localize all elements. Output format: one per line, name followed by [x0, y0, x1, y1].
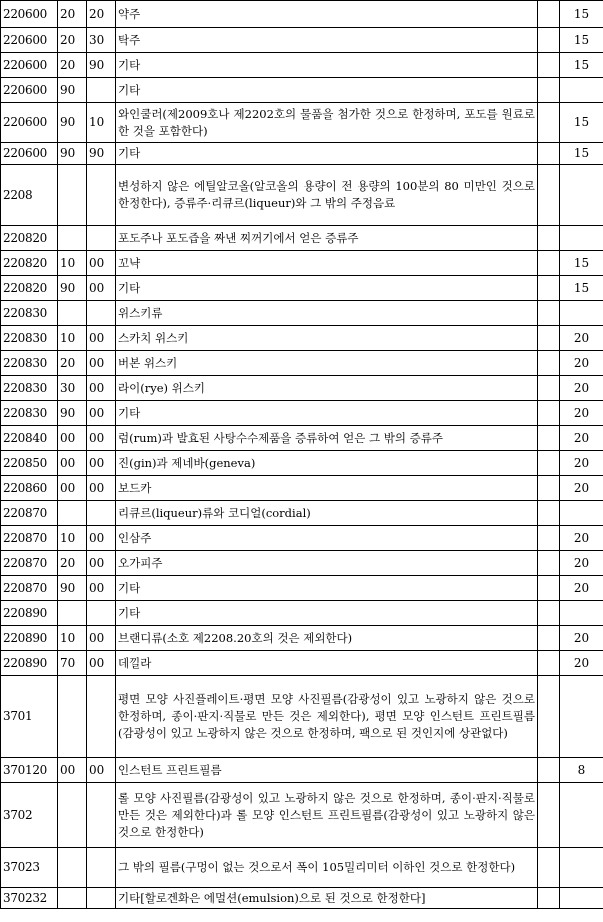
rate-cell: 20 [560, 476, 603, 501]
rate-cell [560, 601, 603, 626]
description-cell: 포도주나 포도즙을 짜낸 찌꺼기에서 얻은 증류주 [116, 226, 538, 251]
description-cell: 데낄라 [116, 651, 538, 676]
table-row [1, 676, 603, 758]
rate-cell: 20 [560, 451, 603, 476]
subheading-a-cell [58, 601, 87, 626]
hs-code-cell: 220860 [1, 476, 58, 501]
hs-code-cell: 37023 [1, 848, 58, 888]
blank-cell [538, 848, 560, 888]
blank-cell [538, 165, 560, 226]
subheading-b-cell: 20 [87, 1, 116, 28]
subheading-a-cell: 00 [58, 426, 87, 451]
table-row [1, 143, 603, 165]
table-row [1, 783, 603, 848]
subheading-b-cell: 00 [87, 576, 116, 601]
blank-cell [538, 78, 560, 103]
rate-cell [560, 848, 603, 888]
table-row [1, 576, 603, 601]
rate-cell [560, 783, 603, 848]
blank-cell [538, 276, 560, 301]
subheading-b-cell: 00 [87, 551, 116, 576]
subheading-a-cell [58, 226, 87, 251]
rate-cell: 20 [560, 551, 603, 576]
table-row [1, 351, 603, 376]
subheading-a-cell: 90 [58, 576, 87, 601]
description-cell: 꼬냑 [116, 251, 538, 276]
table-row [1, 476, 603, 501]
rate-cell: 15 [560, 103, 603, 143]
subheading-a-cell: 10 [58, 326, 87, 351]
rate-cell [560, 301, 603, 326]
subheading-a-cell: 90 [58, 143, 87, 165]
rate-cell: 20 [560, 576, 603, 601]
subheading-a-cell [58, 501, 87, 526]
table-row [1, 251, 603, 276]
rate-cell: 15 [560, 143, 603, 165]
hs-code-cell: 370120 [1, 758, 58, 783]
blank-cell [538, 426, 560, 451]
blank-cell [538, 301, 560, 326]
subheading-b-cell [87, 783, 116, 848]
blank-cell [538, 401, 560, 426]
subheading-b-cell: 00 [87, 426, 116, 451]
description-cell: 기타 [116, 576, 538, 601]
table-row [1, 376, 603, 401]
subheading-b-cell: 30 [87, 28, 116, 53]
subheading-b-cell: 00 [87, 626, 116, 651]
table-row [1, 28, 603, 53]
subheading-b-cell [87, 226, 116, 251]
rate-cell: 15 [560, 276, 603, 301]
subheading-b-cell [87, 888, 116, 909]
description-cell: 버본 위스키 [116, 351, 538, 376]
table-row [1, 551, 603, 576]
description-cell: 인삼주 [116, 526, 538, 551]
blank-cell [538, 143, 560, 165]
description-cell: 진(gin)과 제네바(geneva) [116, 451, 538, 476]
description-cell: 기타 [116, 143, 538, 165]
hs-code-cell: 220820 [1, 251, 58, 276]
description-cell: 기타 [116, 601, 538, 626]
hs-code-cell: 2208 [1, 165, 58, 226]
subheading-b-cell: 00 [87, 251, 116, 276]
rate-cell: 20 [560, 626, 603, 651]
hs-code-cell: 220600 [1, 78, 58, 103]
blank-cell [538, 1, 560, 28]
rate-cell [560, 78, 603, 103]
description-cell: 브랜디류(소호 제2208.20호의 것은 제외한다) [116, 626, 538, 651]
blank-cell [538, 53, 560, 78]
subheading-a-cell: 90 [58, 103, 87, 143]
table-row [1, 53, 603, 78]
description-cell: 롤 모양 사진필름(감광성이 있고 노광하지 않은 것으로 한정하며, 종이·판지·직물로 만든 것은 제외한다)과 롤 모양 인스턴트 프린트필름(감광성이 있고 노광하지 않은 것으로 한정한다) [116, 783, 538, 848]
rate-cell: 15 [560, 1, 603, 28]
subheading-b-cell: 00 [87, 526, 116, 551]
blank-cell [538, 103, 560, 143]
hs-code-cell: 220830 [1, 401, 58, 426]
subheading-b-cell: 10 [87, 103, 116, 143]
hs-code-cell: 220850 [1, 451, 58, 476]
table-row [1, 426, 603, 451]
rate-cell: 20 [560, 426, 603, 451]
subheading-b-cell [87, 301, 116, 326]
subheading-a-cell: 20 [58, 1, 87, 28]
subheading-b-cell [87, 165, 116, 226]
description-cell: 기타 [116, 276, 538, 301]
rate-cell [560, 501, 603, 526]
description-cell: 변성하지 않은 에틸알코올(알코올의 용량이 전 용량의 100분의 80 미만인 것으로 한정한다), 증류주·리큐르(liqueur)와 그 밖의 주정음료 [116, 165, 538, 226]
subheading-b-cell: 00 [87, 376, 116, 401]
blank-cell [538, 888, 560, 909]
subheading-b-cell: 90 [87, 53, 116, 78]
description-cell: 럼(rum)과 발효된 사탕수수제품을 증류하여 얻은 그 밖의 증류주 [116, 426, 538, 451]
subheading-a-cell: 20 [58, 53, 87, 78]
table-row [1, 651, 603, 676]
table-row [1, 276, 603, 301]
subheading-a-cell: 70 [58, 651, 87, 676]
subheading-b-cell: 00 [87, 451, 116, 476]
table-row [1, 626, 603, 651]
rate-cell: 20 [560, 651, 603, 676]
rate-cell [560, 165, 603, 226]
description-cell: 인스턴트 프린트필름 [116, 758, 538, 783]
description-cell: 위스키류 [116, 301, 538, 326]
hs-code-cell: 220600 [1, 103, 58, 143]
blank-cell [538, 351, 560, 376]
description-cell: 라이(rye) 위스키 [116, 376, 538, 401]
rate-cell: 15 [560, 251, 603, 276]
table-row [1, 848, 603, 888]
hs-code-cell: 370232 [1, 888, 58, 909]
subheading-a-cell: 10 [58, 626, 87, 651]
table-row [1, 501, 603, 526]
blank-cell [538, 651, 560, 676]
rate-cell: 8 [560, 758, 603, 783]
blank-cell [538, 676, 560, 758]
table-row [1, 103, 603, 143]
hs-code-cell: 220600 [1, 28, 58, 53]
blank-cell [538, 551, 560, 576]
subheading-a-cell: 20 [58, 28, 87, 53]
hs-code-cell: 220820 [1, 276, 58, 301]
subheading-b-cell: 00 [87, 401, 116, 426]
description-cell: 기타 [116, 53, 538, 78]
rate-cell: 20 [560, 376, 603, 401]
hs-code-cell: 220840 [1, 426, 58, 451]
subheading-a-cell: 10 [58, 251, 87, 276]
subheading-a-cell [58, 888, 87, 909]
subheading-a-cell [58, 848, 87, 888]
subheading-b-cell [87, 676, 116, 758]
tariff-table-body [1, 1, 603, 909]
blank-cell [538, 526, 560, 551]
blank-cell [538, 476, 560, 501]
table-row [1, 401, 603, 426]
subheading-b-cell [87, 848, 116, 888]
rate-cell: 15 [560, 53, 603, 78]
description-cell: 약주 [116, 1, 538, 28]
table-row [1, 165, 603, 226]
blank-cell [538, 326, 560, 351]
hs-code-cell: 220890 [1, 601, 58, 626]
description-cell: 스카치 위스키 [116, 326, 538, 351]
description-cell: 평면 모양 사진플레이트·평면 모양 사진필름(감광성이 있고 노광하지 않은 것으로 한정하며, 종이·판지·직물로 만든 것은 제외한다), 평면 모양 인스턴트 프린트필름(감광성이 있고 노광하지 않은 것으로 한정하며, 팩으로 된 것인지에 상관없다) [116, 676, 538, 758]
hs-code-cell: 220870 [1, 526, 58, 551]
subheading-a-cell: 20 [58, 551, 87, 576]
subheading-a-cell: 00 [58, 758, 87, 783]
subheading-a-cell: 90 [58, 401, 87, 426]
subheading-b-cell: 00 [87, 276, 116, 301]
blank-cell [538, 451, 560, 476]
table-row [1, 601, 603, 626]
subheading-a-cell: 00 [58, 451, 87, 476]
subheading-a-cell: 10 [58, 526, 87, 551]
blank-cell [538, 626, 560, 651]
table-row [1, 888, 603, 909]
blank-cell [538, 376, 560, 401]
subheading-b-cell [87, 78, 116, 103]
subheading-a-cell [58, 301, 87, 326]
description-cell: 기타 [116, 401, 538, 426]
rate-cell: 20 [560, 326, 603, 351]
hs-code-cell: 220890 [1, 651, 58, 676]
blank-cell [538, 226, 560, 251]
table-row [1, 78, 603, 103]
rate-cell [560, 676, 603, 758]
table-row [1, 451, 603, 476]
table-row [1, 301, 603, 326]
blank-cell [538, 251, 560, 276]
hs-code-cell: 220600 [1, 53, 58, 78]
subheading-a-cell: 90 [58, 78, 87, 103]
hs-code-cell: 220890 [1, 626, 58, 651]
blank-cell [538, 576, 560, 601]
subheading-a-cell: 90 [58, 276, 87, 301]
description-cell: 탁주 [116, 28, 538, 53]
subheading-a-cell: 30 [58, 376, 87, 401]
description-cell: 보드카 [116, 476, 538, 501]
subheading-a-cell: 00 [58, 476, 87, 501]
blank-cell [538, 783, 560, 848]
description-cell: 리큐르(liqueur)류와 코디얼(cordial) [116, 501, 538, 526]
description-cell: 오가피주 [116, 551, 538, 576]
rate-cell [560, 888, 603, 909]
blank-cell [538, 28, 560, 53]
subheading-a-cell: 20 [58, 351, 87, 376]
subheading-b-cell: 00 [87, 326, 116, 351]
subheading-b-cell: 00 [87, 351, 116, 376]
blank-cell [538, 601, 560, 626]
table-row [1, 758, 603, 783]
subheading-b-cell [87, 501, 116, 526]
hs-code-cell: 220820 [1, 226, 58, 251]
subheading-b-cell: 00 [87, 476, 116, 501]
subheading-a-cell [58, 783, 87, 848]
subheading-b-cell: 90 [87, 143, 116, 165]
subheading-a-cell [58, 165, 87, 226]
subheading-b-cell: 00 [87, 758, 116, 783]
hs-code-cell: 220830 [1, 376, 58, 401]
hs-code-cell: 220870 [1, 551, 58, 576]
blank-cell [538, 758, 560, 783]
rate-cell: 20 [560, 401, 603, 426]
hs-code-cell: 220870 [1, 576, 58, 601]
hs-code-cell: 220870 [1, 501, 58, 526]
table-row [1, 1, 603, 28]
description-cell: 와인쿨러(제2009호나 제2202호의 물품을 첨가한 것으로 한정하며, 포도를 원료로 한 것을 포함한다) [116, 103, 538, 143]
blank-cell [538, 501, 560, 526]
hs-code-cell: 3702 [1, 783, 58, 848]
rate-cell: 15 [560, 28, 603, 53]
hs-code-cell: 220830 [1, 301, 58, 326]
description-cell: 기타[할로겐화은 에멀션(emulsion)으로 된 것으로 한정한다] [116, 888, 538, 909]
hs-code-cell: 220600 [1, 143, 58, 165]
rate-cell: 20 [560, 351, 603, 376]
hs-code-cell: 220830 [1, 326, 58, 351]
description-cell: 그 밖의 필름(구멍이 없는 것으로서 폭이 105밀리미터 이하인 것으로 한정한다) [116, 848, 538, 888]
hs-code-cell: 220600 [1, 1, 58, 28]
description-cell: 기타 [116, 78, 538, 103]
hs-code-cell: 3701 [1, 676, 58, 758]
table-row [1, 226, 603, 251]
table-row [1, 326, 603, 351]
subheading-a-cell [58, 676, 87, 758]
rate-cell [560, 226, 603, 251]
table-row [1, 526, 603, 551]
hs-code-cell: 220830 [1, 351, 58, 376]
rate-cell: 20 [560, 526, 603, 551]
subheading-b-cell: 00 [87, 651, 116, 676]
subheading-b-cell [87, 601, 116, 626]
